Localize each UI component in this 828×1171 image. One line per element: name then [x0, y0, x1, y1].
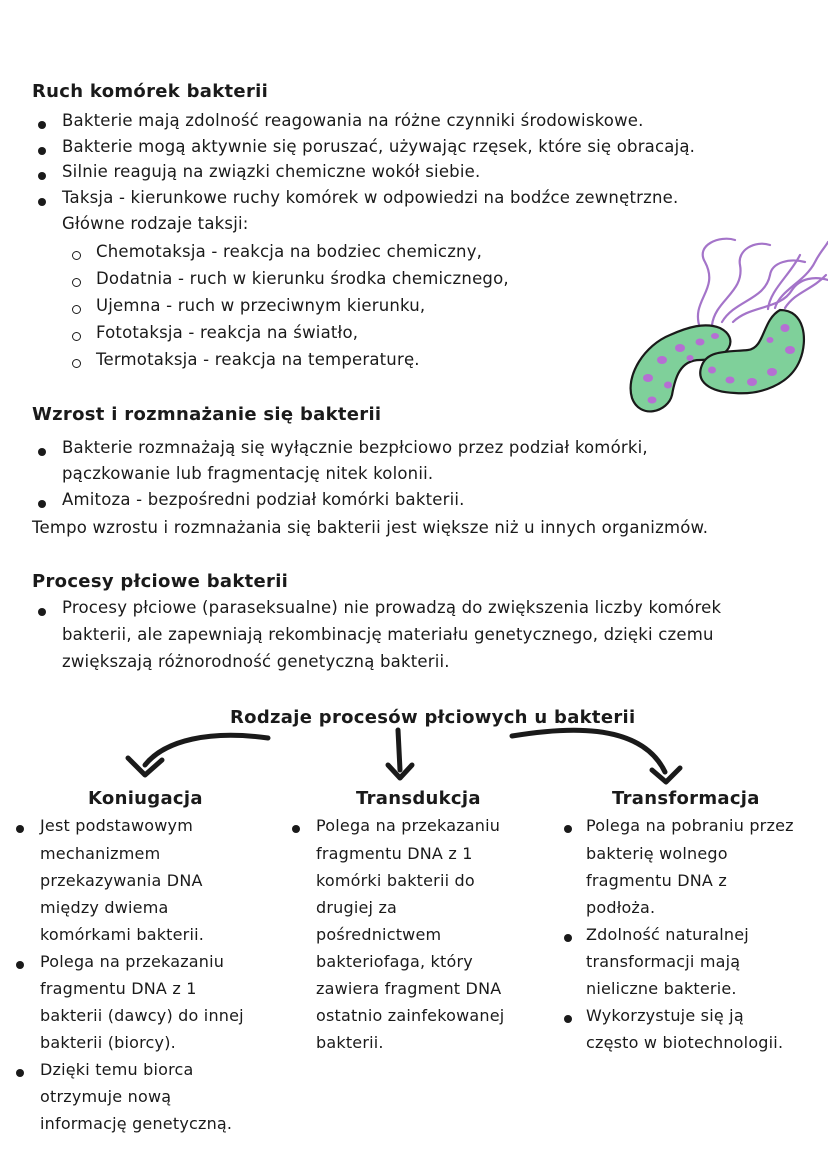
- transdukcja-l6: bakteriofaga, który: [316, 952, 473, 971]
- bullet-dot: [38, 448, 46, 456]
- sub-bullet-ring: [72, 332, 81, 341]
- transformacja-b1-l4: podłoża.: [586, 898, 656, 917]
- section-ruch-heading: Ruch komórek bakterii: [32, 81, 269, 102]
- transdukcja-l9: bakterii.: [316, 1033, 384, 1052]
- flagella: [698, 239, 828, 328]
- procesy-line-3: zwiększają różnorodność genetyczną bakterii.: [62, 652, 450, 671]
- koniugacja-b2-l2: fragmentu DNA z 1: [40, 979, 197, 998]
- transdukcja-l4: drugiej za: [316, 898, 398, 917]
- bullet-dot: [38, 172, 46, 180]
- bullet-dot: [564, 1015, 572, 1023]
- bullet-dot: [38, 500, 46, 508]
- bullet-dot: [16, 961, 24, 969]
- transdukcja-l8: ostatnio zainfekowanej: [316, 1006, 505, 1025]
- koniugacja-b3-l2: otrzymuje nową: [40, 1087, 172, 1106]
- sub-bullet-ring: [72, 251, 81, 260]
- transformacja-b3-l1: Wykorzystuje się ją: [586, 1006, 744, 1025]
- transformacja-b3-l2: często w biotechnologii.: [586, 1033, 784, 1052]
- koniugacja-b1-l1: Jest podstawowym: [40, 816, 193, 835]
- bacterium-right: [700, 310, 804, 393]
- ruch-bullet-3: Silnie reagują na związki chemiczne wokół siebie.: [62, 162, 481, 181]
- koniugacja-b1-l5: komórkami bakterii.: [40, 925, 205, 944]
- koniugacja-b2-l1: Polega na przekazaniu: [40, 952, 225, 971]
- koniugacja-b3-l1: Dzięki temu biorca: [40, 1060, 194, 1079]
- arrow-middle-head: [388, 765, 412, 778]
- sub-bullet-ring: [72, 278, 81, 287]
- arrow-middle: [398, 730, 400, 770]
- section-wzrost-heading: Wzrost i rozmnażanie się bakterii: [32, 404, 382, 425]
- taxis-type-3: Ujemna - ruch w przeciwnym kierunku,: [96, 296, 426, 315]
- arrow-left: [145, 735, 268, 765]
- koniugacja-b1-l3: przekazywania DNA: [40, 871, 203, 890]
- taxis-type-2: Dodatnia - ruch w kierunku środka chemicznego,: [96, 269, 509, 288]
- col-koniugacja-heading: Koniugacja: [88, 788, 203, 809]
- bullet-dot: [16, 825, 24, 833]
- wzrost-bullet-1-line-2: pączkowanie lub fragmentację nitek kolonii.: [62, 464, 434, 483]
- transdukcja-l7: zawiera fragment DNA: [316, 979, 502, 998]
- sub-bullet-ring: [72, 305, 81, 314]
- section-procesy-heading: Procesy płciowe bakterii: [32, 571, 289, 592]
- diagram-title: Rodzaje procesów płciowych u bakterii: [230, 707, 636, 728]
- koniugacja-b1-l2: mechanizmem: [40, 844, 161, 863]
- bullet-dot: [38, 198, 46, 206]
- bullet-dot: [38, 147, 46, 155]
- koniugacja-b1-l4: między dwiema: [40, 898, 169, 917]
- col-transdukcja-heading: Transdukcja: [356, 788, 481, 809]
- bullet-dot: [564, 825, 572, 833]
- transdukcja-l3: komórki bakterii do: [316, 871, 475, 890]
- koniugacja-b3-l3: informację genetyczną.: [40, 1114, 233, 1133]
- koniugacja-b2-l3: bakterii (dawcy) do innej: [40, 1006, 244, 1025]
- bullet-dot: [292, 825, 300, 833]
- transformacja-b1-l2: bakterię wolnego: [586, 844, 728, 863]
- ruch-bullet-1: Bakterie mają zdolność reagowania na różne czynniki środowiskowe.: [62, 111, 644, 130]
- arrow-right: [512, 730, 665, 772]
- transdukcja-l2: fragmentu DNA z 1: [316, 844, 473, 863]
- wzrost-bullet-2: Amitoza - bezpośredni podział komórki bakterii.: [62, 490, 465, 509]
- sub-bullet-ring: [72, 359, 81, 368]
- procesy-line-1: Procesy płciowe (paraseksualne) nie prowadzą do zwiększenia liczby komórek: [62, 598, 722, 617]
- bullet-dot: [38, 608, 46, 616]
- transformacja-b2-l1: Zdolność naturalnej: [586, 925, 749, 944]
- bullet-dot: [16, 1069, 24, 1077]
- procesy-line-2: bakterii, ale zapewniają rekombinację materiału genetycznego, dzięki czemu: [62, 625, 714, 644]
- arrow-left-head: [128, 758, 162, 775]
- transdukcja-l5: pośrednictwem: [316, 925, 442, 944]
- wzrost-bullet-1-line-1: Bakterie rozmnażają się wyłącznie bezpłciowo przez podział komórki,: [62, 438, 648, 457]
- taxis-type-5: Termotaksja - reakcja na temperaturę.: [96, 350, 420, 369]
- taxis-type-4: Fototaksja - reakcja na światło,: [96, 323, 359, 342]
- transformacja-b2-l2: transformacji mają: [586, 952, 741, 971]
- transformacja-b1-l1: Polega na pobraniu przez: [586, 816, 794, 835]
- col-transformacja-heading: Transformacja: [612, 788, 760, 809]
- transformacja-b1-l3: fragmentu DNA z: [586, 871, 727, 890]
- transformacja-b2-l3: nieliczne bakterie.: [586, 979, 737, 998]
- taxis-types-intro: Główne rodzaje taksji:: [62, 214, 249, 233]
- arrow-right-head: [652, 768, 680, 782]
- taxis-type-1: Chemotaksja - reakcja na bodziec chemiczny,: [96, 242, 483, 261]
- koniugacja-b2-l4: bakterii (biorcy).: [40, 1033, 176, 1052]
- wzrost-summary: Tempo wzrostu i rozmnażania się bakterii jest większe niż u innych organizmów.: [32, 518, 709, 537]
- transdukcja-l1: Polega na przekazaniu: [316, 816, 501, 835]
- ruch-bullet-2: Bakterie mogą aktywnie się poruszać, używając rzęsek, które się obracają.: [62, 137, 696, 156]
- ruch-bullet-4: Taksja - kierunkowe ruchy komórek w odpowiedzi na bodźce zewnętrzne.: [62, 188, 679, 207]
- bullet-dot: [564, 934, 572, 942]
- bacterium-left: [631, 325, 731, 411]
- bullet-dot: [38, 121, 46, 129]
